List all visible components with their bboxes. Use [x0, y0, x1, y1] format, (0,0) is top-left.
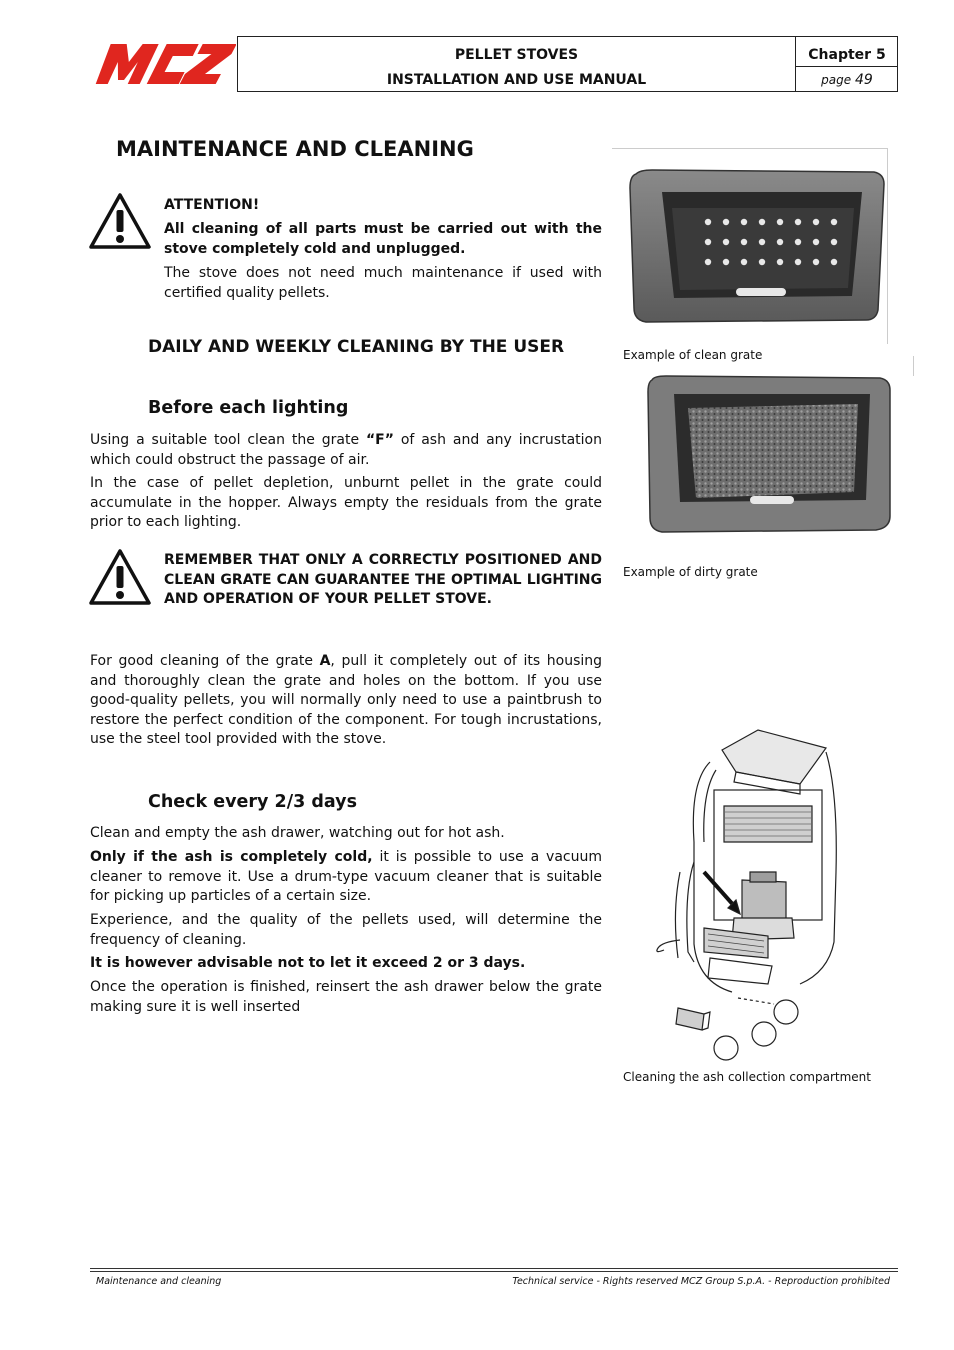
caption-ash-compartment: Cleaning the ash collection compartment — [623, 1070, 871, 1084]
chapter-label: Chapter 5 — [808, 47, 886, 63]
heading-check-every: Check every 2/3 days — [148, 792, 358, 812]
image-border — [913, 356, 914, 376]
before-lighting-p1: Using a suitable tool clean the grate “F” of ash and any incrustation which could obstruct the passage of air. — [90, 432, 602, 468]
attention-text: The stove does not need much maintenance if used with certified quality pellets. — [164, 265, 602, 301]
stove-ash-compartment-diagram — [650, 722, 840, 1062]
check-p4: It is however advisable not to let it exceed 2 or 3 days. — [90, 955, 526, 971]
warning-triangle-icon — [88, 192, 152, 250]
check-p2: Only if the ash is completely cold, it is possible to use a vacuum cleaner to remove it. Use a drum-type vacuum cleaner that is suitable for picking up particles of a certain size. — [90, 849, 602, 904]
footer-left: Maintenance and cleaning — [96, 1276, 222, 1287]
section-daily-weekly: DAILY AND WEEKLY CLEANING BY THE USER — [148, 337, 565, 357]
check-p5: Once the operation is finished, reinsert the ash drawer below the grate making sure it is well inserted — [90, 979, 602, 1015]
attention-heading: ATTENTION! — [164, 197, 260, 213]
header-title-line1: PELLET STOVES — [454, 47, 579, 63]
dirty-grate-image — [644, 374, 896, 534]
check-p3: Experience, and the quality of the pellets used, will determine the frequency of cleaning. — [90, 912, 602, 948]
page-number: page 49 — [821, 72, 873, 88]
page-title: MAINTENANCE AND CLEANING — [116, 137, 474, 161]
footer-rule — [90, 1268, 898, 1269]
remember-note: REMEMBER THAT ONLY A CORRECTLY POSITIONED AND CLEAN GRATE CAN GUARANTEE THE OPTIMAL LIGHTING AND OPERATION OF YOUR PELLET STOVE. — [164, 552, 602, 607]
clean-grate-image — [612, 148, 890, 348]
caption-clean-grate: Example of clean grate — [623, 348, 763, 362]
mcz-logo — [90, 40, 236, 88]
header-title-line2: INSTALLATION AND USE MANUAL — [386, 72, 647, 88]
header-divider — [796, 66, 898, 67]
heading-before-lighting: Before each lighting — [148, 398, 349, 418]
footer-rule — [90, 1271, 898, 1272]
before-lighting-p2: In the case of pellet depletion, unburnt pellet in the grate could accumulate in the hopper. Always empty the residuals from the grate prior to each lighting. — [90, 475, 602, 530]
check-p1: Clean and empty the ash drawer, watching out for hot ash. — [90, 825, 505, 841]
warning-triangle-icon — [88, 548, 152, 606]
attention-bold-text: All cleaning of all parts must be carried out with the stove completely cold and unplugged. — [164, 221, 602, 257]
caption-dirty-grate: Example of dirty grate — [623, 565, 758, 579]
good-cleaning-paragraph: For good cleaning of the grate A, pull it completely out of its housing and thoroughly clean the grate and holes on the bottom. If you use good-quality pellets, you will normally only need to use a paintbrush to restore the perfect condition of the component. For tough incrustations, use the steel tool provided with the stove. — [90, 653, 603, 747]
footer-right: Technical service - Rights reserved MCZ Group S.p.A. - Reproduction prohibited — [512, 1276, 890, 1287]
